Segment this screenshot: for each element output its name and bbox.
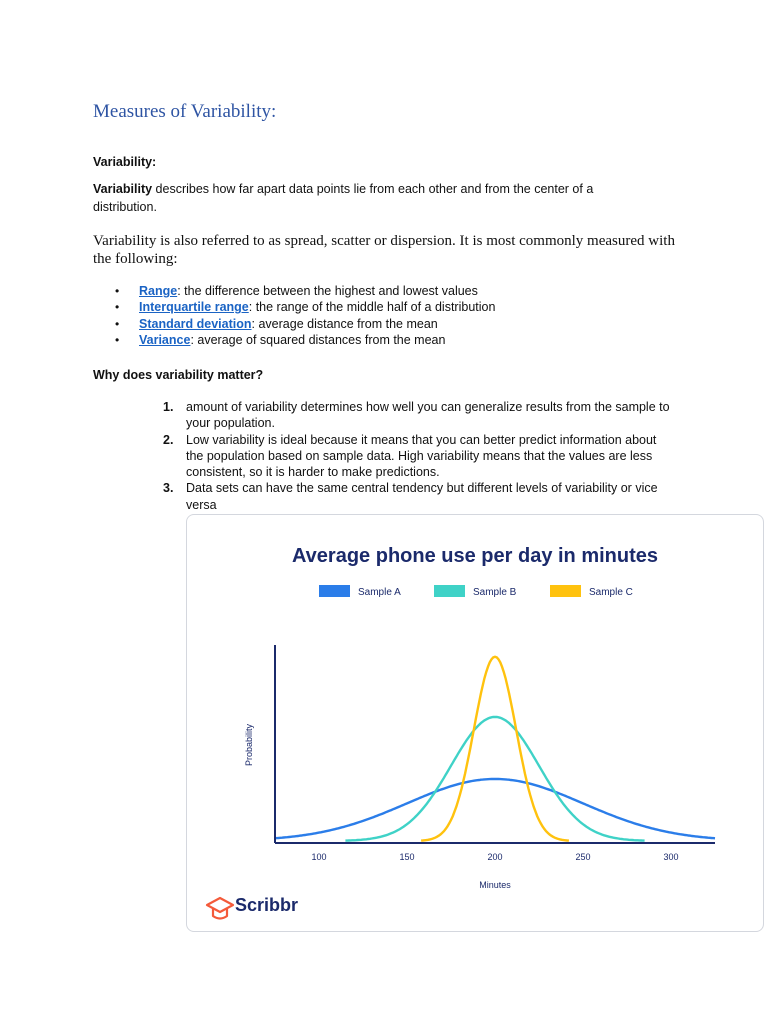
legend-item xyxy=(319,585,401,598)
chart-legend xyxy=(319,585,633,598)
legend-swatch xyxy=(319,585,350,597)
variability-definition xyxy=(93,180,653,216)
variability-intro: Variability is also referred to as spread, scatter or dispersion. It is most commonly measured with the following: xyxy=(93,233,675,267)
reasons-list xyxy=(93,399,673,513)
chart-title: Average phone use per day in minutes xyxy=(291,545,659,567)
page-heading: Measures of Variability: xyxy=(93,101,277,122)
x-tick-label: 100 xyxy=(311,852,327,862)
link-interquartile-range[interactable]: Interquartile range xyxy=(139,300,249,315)
why-title: Why does variability matter? xyxy=(93,368,264,382)
x-tick-labels xyxy=(311,852,678,862)
definition-term: Variability xyxy=(93,182,153,196)
legend-label: Sample A xyxy=(358,587,401,598)
bullet-icon: • xyxy=(115,300,120,315)
measures-list xyxy=(93,283,653,348)
list-item xyxy=(93,480,673,513)
legend-label: Sample B xyxy=(473,587,517,598)
list-item xyxy=(93,299,653,315)
brand-name: Scribbr xyxy=(235,895,299,915)
list-item xyxy=(93,399,673,432)
reason-text: Low variability is ideal because it means that you can better predict information about the population based on sample data. High variability means that the values are less consistent, so it is harder to make predictions. xyxy=(186,432,657,480)
measure-desc: : the difference between the highest and lowest values xyxy=(177,284,478,298)
legend-item xyxy=(550,585,633,598)
legend-label: Sample C xyxy=(589,587,633,598)
item-number: 3. xyxy=(163,481,174,496)
x-tick-label: 150 xyxy=(399,852,415,862)
series-line-sample-c xyxy=(421,657,569,841)
legend-swatch xyxy=(550,585,581,597)
item-number: 1. xyxy=(163,400,174,414)
link-range[interactable]: Range xyxy=(139,284,178,298)
x-tick-label: 200 xyxy=(487,852,503,862)
list-item xyxy=(93,316,653,332)
list-item xyxy=(93,432,673,481)
y-axis-label: Probability xyxy=(244,723,254,767)
variability-title: Variability: xyxy=(93,155,157,169)
bullet-icon: • xyxy=(115,284,120,298)
definition-text: describes how far apart data points lie from each other and from the center of a distribution. xyxy=(93,182,594,214)
bullet-icon: • xyxy=(115,332,120,347)
reason-text: amount of variability determines how well you can generalize results from the sample to your population. xyxy=(186,400,670,431)
reason-text: Data sets can have the same central tendency but different levels of variability or vice versa xyxy=(186,481,658,512)
chart-svg xyxy=(187,515,763,931)
link-variance[interactable]: Variance xyxy=(139,332,191,347)
series-line-sample-a xyxy=(275,779,715,838)
list-item xyxy=(93,283,653,299)
list-item xyxy=(93,332,653,348)
graduation-cap-icon xyxy=(207,898,233,919)
chart-card xyxy=(186,514,764,932)
measure-desc: : average distance from the mean xyxy=(251,316,438,331)
x-axis-label: Minutes xyxy=(479,880,511,890)
legend-item xyxy=(434,585,517,598)
item-number: 2. xyxy=(163,432,174,447)
scribbr-logo xyxy=(207,895,298,919)
chart-curves xyxy=(275,657,715,841)
x-tick-label: 250 xyxy=(575,852,591,862)
link-standard-deviation[interactable]: Standard deviation xyxy=(139,316,252,331)
measure-desc: : average of squared distances from the mean xyxy=(190,332,446,347)
bullet-icon: • xyxy=(115,316,120,331)
x-tick-label: 300 xyxy=(663,852,679,862)
legend-swatch xyxy=(434,585,465,597)
measure-desc: : the range of the middle half of a distribution xyxy=(248,300,496,315)
